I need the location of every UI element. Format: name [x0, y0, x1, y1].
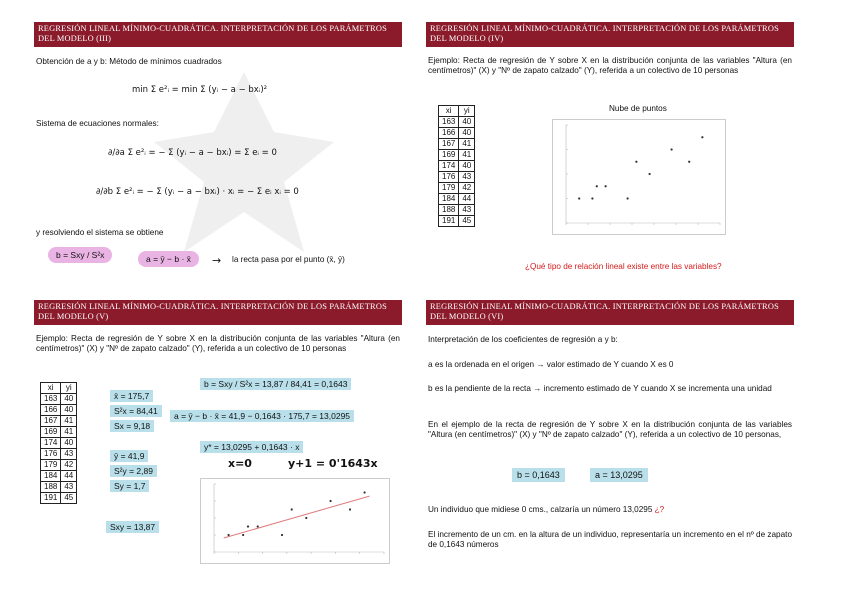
data-point [605, 185, 607, 187]
data-point [578, 197, 580, 199]
data-table [438, 105, 475, 227]
cell-x: 188 [41, 482, 61, 493]
std-x: Sx = 9,18 [110, 420, 154, 432]
cell-x: 163 [41, 394, 61, 405]
table-row [439, 205, 475, 216]
question-mark: ¿? [654, 505, 665, 514]
panel-iv [426, 22, 794, 284]
table-row [41, 416, 77, 427]
variance-y: S²y = 2,89 [110, 465, 157, 477]
table-row [439, 216, 475, 227]
table-row [439, 161, 475, 172]
conclusion-text: El incremento de un cm. en la altura de un individuo, representaría un incremento en el nº de zapato de 0,1643 números [428, 530, 792, 549]
table-row [41, 471, 77, 482]
handwritten-y-eq: y+1 = 0'1643x [288, 457, 378, 470]
data-point [329, 500, 331, 502]
table-row [41, 482, 77, 493]
cell-x: 176 [41, 449, 61, 460]
data-point [701, 136, 703, 138]
covariance-xy: Sxy = 13,87 [106, 521, 159, 533]
cell-y: 42 [61, 460, 77, 471]
data-point [349, 508, 351, 510]
cell-x: 184 [41, 471, 61, 482]
intro-text: Interpretación de los coeficientes de regresión a y b: [428, 335, 618, 344]
cell-x: 176 [439, 172, 459, 183]
cell-y: 41 [459, 150, 475, 161]
handwritten-x0: x=0 [228, 457, 252, 470]
mean-y: ȳ = 41,9 [110, 450, 148, 462]
table-row [439, 139, 475, 150]
cell-y: 40 [61, 438, 77, 449]
cell-x: 174 [41, 438, 61, 449]
cell-y: 41 [61, 427, 77, 438]
table-row [439, 150, 475, 161]
data-point [291, 508, 293, 510]
system-label: Sistema de ecuaciones normales: [36, 119, 159, 128]
regression-equation: y* = 13,0295 + 0,1643 · x [200, 441, 303, 453]
cell-x: 188 [439, 205, 459, 216]
data-point [635, 161, 637, 163]
data-point [257, 525, 259, 527]
panel-vi [426, 300, 794, 562]
chart-title: Nube de puntos [609, 104, 667, 113]
data-point [627, 197, 629, 199]
data-point [596, 185, 598, 187]
cell-x: 166 [439, 128, 459, 139]
solve-label: y resolviendo el sistema se obtiene [36, 228, 164, 237]
data-point [688, 161, 690, 163]
table-row [41, 405, 77, 416]
a-meaning: a es la ordenada en el origen → valor estimado de Y cuando X es 0 [428, 360, 674, 369]
cell-x: 167 [41, 416, 61, 427]
cell-y: 43 [459, 172, 475, 183]
panel-title: REGRESIÓN LINEAL MÍNIMO-CUADRÁTICA. INTERPRETACIÓN DE LOS PARÁMETROS DEL MODELO (III) [34, 22, 402, 47]
table-row [439, 194, 475, 205]
example-text: Ejemplo: Recta de regresión de Y sobre X en la distribución conjunta de las variables "Altura (en centímetros)" (X) y "Nº de zapato calzado" (Y), referida a un colectivo de 10 personas [428, 56, 792, 75]
table-row [41, 438, 77, 449]
arrow-icon: → [212, 254, 222, 267]
table-row [41, 394, 77, 405]
cell-x: 179 [41, 460, 61, 471]
data-point [281, 534, 283, 536]
cell-y: 44 [61, 471, 77, 482]
a-formula: a = ȳ − b · x̄ [138, 251, 199, 267]
cell-y: 45 [459, 216, 475, 227]
cell-x: 191 [41, 493, 61, 504]
mean-x: x̄ = 175,7 [110, 390, 153, 402]
b-calculation: b = Sxy / S²x = 13,87 / 84,41 = 0,1643 [200, 378, 351, 390]
table-row [41, 493, 77, 504]
question-line [428, 505, 664, 515]
table-row [439, 172, 475, 183]
data-point [242, 534, 244, 536]
table-row [439, 128, 475, 139]
std-y: Sy = 1,7 [110, 480, 149, 492]
chart-frame [201, 479, 390, 564]
panel-v [34, 300, 402, 570]
table-row [41, 449, 77, 460]
cell-x: 191 [439, 216, 459, 227]
data-point [363, 491, 365, 493]
regression-chart [200, 478, 390, 564]
b-value: b = 0,1643 [512, 468, 565, 482]
col-header-x: xi [41, 383, 61, 394]
table-row [41, 427, 77, 438]
table-row [439, 117, 475, 128]
cell-x: 167 [439, 139, 459, 150]
cell-y: 40 [459, 128, 475, 139]
cell-x: 169 [41, 427, 61, 438]
scatter-chart [552, 119, 726, 235]
a-value: a = 13,0295 [590, 468, 648, 482]
col-header-y: yi [459, 106, 475, 117]
panel-title: REGRESIÓN LINEAL MÍNIMO-CUADRÁTICA. INTERPRETACIÓN DE LOS PARÁMETROS DEL MODELO (VI) [426, 300, 794, 325]
variance-x: S²x = 84,41 [110, 405, 162, 417]
cell-x: 169 [439, 150, 459, 161]
cell-y: 45 [61, 493, 77, 504]
cell-y: 43 [459, 205, 475, 216]
data-point [305, 517, 307, 519]
data-point [591, 197, 593, 199]
cell-y: 43 [61, 449, 77, 460]
min-equation: min Σ e²ᵢ = min Σ (yᵢ − a − bxᵢ)² [132, 85, 268, 95]
b-formula: b = Sxy / S²x [48, 247, 112, 263]
cell-y: 40 [459, 117, 475, 128]
chart-frame [553, 120, 726, 235]
cell-y: 41 [459, 139, 475, 150]
cell-y: 40 [459, 161, 475, 172]
cell-x: 166 [41, 405, 61, 416]
cell-y: 42 [459, 183, 475, 194]
col-header-y: yi [61, 383, 77, 394]
cell-x: 179 [439, 183, 459, 194]
passes-text: la recta pasa por el punto (x̄, ȳ) [232, 255, 345, 264]
table-row [439, 183, 475, 194]
cell-x: 163 [439, 117, 459, 128]
cell-y: 40 [61, 405, 77, 416]
cell-x: 184 [439, 194, 459, 205]
data-point [649, 173, 651, 175]
derivative-b-equation: ∂/∂b Σ e²ᵢ = − Σ (yᵢ − a − bxᵢ) · xᵢ = − Σ eᵢ xᵢ = 0 [96, 187, 299, 197]
cell-y: 43 [61, 482, 77, 493]
example-text: Ejemplo: Recta de regresión de Y sobre X en la distribución conjunta de las variables "Altura (en centímetros)" (X) y "Nº de zapato calzado" (Y), referida a un colectivo de 10 personas [36, 334, 400, 353]
cell-y: 40 [61, 394, 77, 405]
a-calculation: a = ȳ − b · x̄ = 41,9 − 0,1643 · 175,7 = 13,0295 [170, 410, 354, 422]
data-point [671, 148, 673, 150]
col-header-x: xi [439, 106, 459, 117]
b-meaning: b es la pendiente de la recta → incremento estimado de Y cuando X se incrementa una unidad [428, 384, 772, 393]
cell-y: 44 [459, 194, 475, 205]
table-row [41, 460, 77, 471]
question-text: ¿Qué tipo de relación lineal existe entre las variables? [525, 262, 722, 271]
intro-text: Obtención de a y b: Método de mínimos cuadrados [36, 57, 222, 66]
panel-title: REGRESIÓN LINEAL MÍNIMO-CUADRÁTICA. INTERPRETACIÓN DE LOS PARÁMETROS DEL MODELO (IV) [426, 22, 794, 47]
data-point [247, 525, 249, 527]
cell-y: 41 [61, 416, 77, 427]
derivative-a-equation: ∂/∂a Σ e²ᵢ = − Σ (yᵢ − a − bxᵢ) = Σ eᵢ = 0 [108, 148, 277, 158]
panel-title: REGRESIÓN LINEAL MÍNIMO-CUADRÁTICA. INTERPRETACIÓN DE LOS PARÁMETROS DEL MODELO (V) [34, 300, 402, 325]
data-point [227, 534, 229, 536]
panel-iii [34, 22, 402, 284]
question-text: Un individuo que midiese 0 cms., calzaría un número 13,0295 [428, 505, 655, 514]
example-text: En el ejemplo de la recta de regresión de Y sobre X en la distribución conjunta de las variables "Altura (en centímetros)" (X) y "Nº de zapato calzado" (Y), referida a un colectivo de 10 personas, [428, 420, 792, 439]
cell-x: 174 [439, 161, 459, 172]
data-table [40, 382, 77, 504]
